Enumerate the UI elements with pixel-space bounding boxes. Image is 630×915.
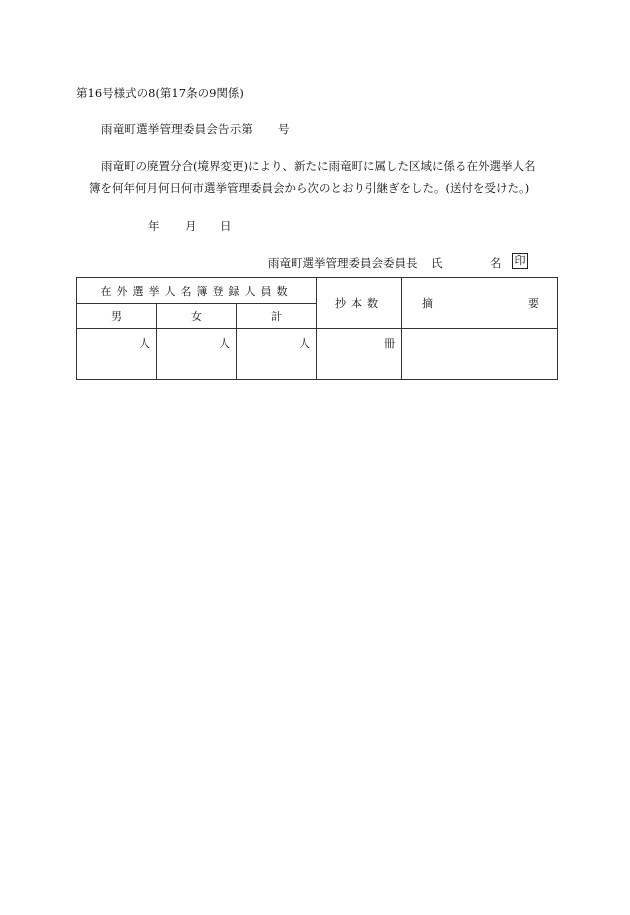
header-copies: 抄本数 — [317, 278, 402, 329]
header-female: 女 — [157, 304, 237, 329]
header-registered-count: 在外選挙人名簿登録人員数 — [77, 278, 317, 304]
cell-total-count: 人 — [237, 329, 317, 380]
cell-male-count: 人 — [77, 329, 157, 380]
cell-female-count: 人 — [157, 329, 237, 380]
signer-shi: 氏 — [431, 256, 443, 270]
body-text-line1: 雨竜町の廃置分合(境界変更)により、新たに雨竜町に属した区域に係る在外選挙人名 — [101, 159, 536, 173]
notice-number-suffix: 号 — [278, 122, 290, 136]
signer-title: 雨竜町選挙管理委員会委員長 — [268, 256, 418, 270]
date-day: 日 — [220, 219, 232, 233]
signer-mei: 名 — [490, 256, 502, 270]
registration-table — [76, 277, 558, 380]
header-memo-left: 摘 — [422, 297, 434, 310]
date-year: 年 — [148, 219, 160, 233]
header-male: 男 — [77, 304, 157, 329]
header-memo — [402, 278, 558, 329]
seal-mark: 印 — [512, 253, 528, 269]
date-month: 月 — [185, 219, 197, 233]
cell-memo — [402, 329, 558, 380]
body-text-line2: 簿を何年何月何日何市選挙管理委員会から次のとおり引継ぎをした。(送付を受けた。) — [89, 181, 530, 195]
form-label: 第16号様式の8(第17条の9関係) — [76, 86, 244, 100]
notice-title: 雨竜町選挙管理委員会告示第 — [101, 122, 254, 136]
header-total: 計 — [237, 304, 317, 329]
cell-copies-count: 冊 — [317, 329, 402, 380]
header-memo-right: 要 — [528, 297, 540, 310]
